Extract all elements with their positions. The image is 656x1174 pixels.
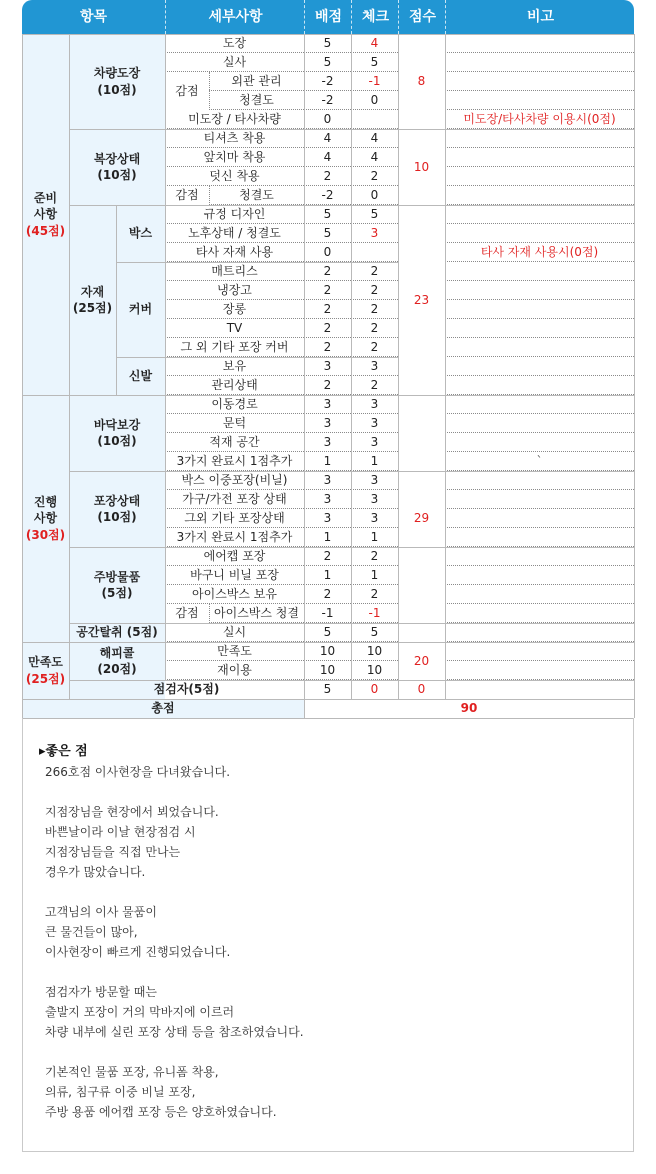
row-check: 3 — [351, 224, 398, 243]
row-remark — [445, 167, 634, 186]
row-check: 5 — [351, 623, 398, 642]
row-check: 4 — [351, 148, 398, 167]
notes-line: 의류, 침구류 이중 비닐 포장, — [45, 1085, 196, 1099]
group-floor — [69, 395, 165, 471]
row-remark — [445, 205, 634, 224]
row-remark — [445, 566, 634, 585]
row-detail: 에어캡 포장 — [165, 547, 304, 566]
row-detail: 아이스박스 보유 — [165, 585, 304, 604]
row-allot: -2 — [304, 186, 351, 205]
row-check: 3 — [351, 414, 398, 433]
group-inspector: 점검자(5점) — [153, 682, 220, 697]
row-allot: 2 — [304, 262, 351, 281]
group-points: (10점) — [97, 434, 137, 448]
row-remark — [445, 224, 634, 243]
subgroup-cover: 커버 — [128, 302, 153, 317]
section-label: 진행 사항 — [33, 495, 58, 526]
group-points: (10점) — [97, 168, 137, 182]
notes-line: 266호점 이사현장을 다녀왔습니다. — [45, 765, 231, 779]
notes-line: 차량 내부에 실린 포장 상태 등을 참조하였습니다. — [45, 1025, 304, 1039]
row-allot: -2 — [304, 72, 351, 91]
row-check: 2 — [351, 338, 398, 357]
grid-line — [209, 186, 210, 205]
row-allot: 3 — [304, 414, 351, 433]
grid-line — [351, 34, 352, 699]
row-check: 2 — [351, 376, 398, 395]
notes-panel — [22, 718, 634, 1152]
row-detail: 실사 — [165, 53, 304, 72]
row-allot: 2 — [304, 547, 351, 566]
row-detail: 아이스박스 청결 — [209, 604, 304, 623]
group-vehicle — [69, 34, 165, 129]
row-check — [351, 243, 398, 262]
grid-line — [398, 34, 399, 699]
row-remark — [445, 433, 634, 452]
row-detail: 외관 관리 — [209, 72, 304, 91]
header-allot: 배점 — [304, 0, 352, 34]
row-detail: 노후상태 / 청결도 — [165, 224, 304, 243]
group-kitchen — [69, 547, 165, 623]
notes-line: 지점장님들을 직접 만나는 — [45, 845, 181, 859]
row-check: -1 — [351, 604, 398, 623]
header-check: 체크 — [351, 0, 399, 34]
notes-line: 점검자가 방문할 때는 — [45, 985, 157, 999]
row-detail: 장롱 — [165, 300, 304, 319]
grid-line — [69, 34, 70, 699]
row-detail: 타사 자재 사용 — [165, 243, 304, 262]
row-detail: 청결도 — [209, 91, 304, 110]
row-check: -1 — [351, 72, 398, 91]
row-allot: 2 — [304, 167, 351, 186]
row-remark — [445, 471, 634, 490]
row-allot: 10 — [304, 642, 351, 661]
row-allot: 5 — [304, 205, 351, 224]
row-detail: 앞치마 착용 — [165, 148, 304, 167]
row-detail: 미도장 / 타사차량 — [165, 110, 304, 129]
group-title: 포장상태 — [93, 493, 141, 508]
row-allot: 2 — [304, 338, 351, 357]
row-check: 4 — [351, 129, 398, 148]
group-happy — [69, 642, 165, 680]
row-remark — [445, 376, 634, 395]
grid-line — [398, 642, 445, 643]
header-score: 점수 — [398, 0, 446, 34]
grid-line — [445, 34, 446, 699]
deduct-label: 감점 — [175, 606, 199, 621]
notes-line — [45, 1042, 633, 1062]
notes-line: 기본적인 물품 포장, 유니폼 착용, — [45, 1065, 219, 1079]
section-sat — [22, 642, 69, 699]
row-detail: 문턱 — [165, 414, 304, 433]
row-remark — [445, 642, 634, 661]
group-points: (20점) — [97, 662, 137, 676]
row-check: 10 — [351, 661, 398, 680]
header-item: 항목 — [79, 9, 108, 25]
row-allot: 2 — [304, 376, 351, 395]
row-remark: 타사 자재 사용시(0점) — [445, 243, 634, 262]
row-remark — [445, 490, 634, 509]
group-points: (25점) — [72, 301, 113, 315]
row-allot: 1 — [304, 566, 351, 585]
row-remark — [445, 338, 634, 357]
group-title: 자재 — [80, 284, 105, 299]
group-material — [69, 205, 116, 395]
row-detail: 도장 — [165, 34, 304, 53]
row-remark — [445, 300, 634, 319]
row-detail: 티셔츠 착용 — [165, 129, 304, 148]
row-check: 3 — [351, 490, 398, 509]
subgroup-shoes: 신발 — [128, 368, 153, 383]
grid-line — [398, 205, 445, 206]
subgroup-box: 박스 — [128, 226, 153, 241]
row-allot: 2 — [304, 281, 351, 300]
grid-line — [69, 471, 634, 472]
notes-line — [45, 962, 633, 982]
row-check: 5 — [351, 53, 398, 72]
section-points: (30점) — [25, 527, 66, 542]
group-uniform — [69, 129, 165, 205]
row-remark — [445, 414, 634, 433]
notes-title: ▸좋은 점 — [39, 744, 88, 759]
row-allot: 2 — [304, 300, 351, 319]
row-remark — [445, 661, 634, 680]
row-check: 1 — [351, 452, 398, 471]
row-allot: 3 — [304, 395, 351, 414]
group-points: (10점) — [97, 510, 137, 524]
group-points: (5점) — [101, 586, 133, 600]
notes-line: 주방 용품 에어캡 포장 등은 양호하였습니다. — [45, 1105, 277, 1119]
header-remark: 비고 — [445, 0, 635, 34]
row-remark — [445, 72, 634, 91]
grid-line — [304, 34, 305, 718]
row-detail: 덧신 착용 — [165, 167, 304, 186]
row-allot: 3 — [304, 490, 351, 509]
row-detail: 냉장고 — [165, 281, 304, 300]
notes-body — [45, 762, 633, 1122]
grid-line — [69, 623, 634, 624]
grid-line — [209, 72, 210, 110]
row-check: 1 — [351, 528, 398, 547]
row-detail: 매트리스 — [165, 262, 304, 281]
row-check — [351, 110, 398, 129]
row-remark: 미도장/타사차량 이용시(0점) — [445, 110, 634, 129]
section-prog — [22, 395, 69, 642]
grid-line — [398, 129, 445, 130]
row-remark — [445, 547, 634, 566]
row-check: 2 — [351, 262, 398, 281]
notes-line — [45, 882, 633, 902]
row-remark: ` — [445, 452, 634, 471]
row-allot: 5 — [304, 623, 351, 642]
row-allot: 4 — [304, 129, 351, 148]
row-check: 3 — [351, 509, 398, 528]
table-header — [22, 0, 634, 34]
group-title: 해피콜 — [99, 645, 135, 660]
row-allot: -1 — [304, 604, 351, 623]
section-label: 준비 사항 — [33, 191, 58, 222]
row-detail: 박스 이중포장(비닐) — [165, 471, 304, 490]
row-check: 4 — [351, 34, 398, 53]
row-remark — [445, 34, 634, 53]
grid-line — [116, 205, 117, 395]
grid-line — [22, 699, 634, 700]
notes-line: 큰 물건들이 많아, — [45, 925, 138, 939]
section-points: (45점) — [25, 223, 66, 238]
row-allot: 3 — [304, 509, 351, 528]
row-detail: 그 외 기타 포장 커버 — [165, 338, 304, 357]
row-detail: 3가지 완료시 1점추가 — [165, 452, 304, 471]
notes-line — [45, 782, 633, 802]
row-check: 10 — [351, 642, 398, 661]
row-allot: 5 — [304, 224, 351, 243]
row-allot: 3 — [304, 471, 351, 490]
row-remark — [445, 623, 634, 642]
section-label: 만족도 — [28, 655, 63, 670]
row-allot: 5 — [304, 34, 351, 53]
row-check: 1 — [351, 566, 398, 585]
notes-line: 지점장님을 현장에서 뵈었습니다. — [45, 805, 219, 819]
row-allot: 2 — [304, 319, 351, 338]
notes-line: 바쁜날이라 이날 현장점검 시 — [45, 825, 196, 839]
row-remark — [445, 604, 634, 623]
total-label: 총점 — [151, 701, 175, 716]
row-detail: 그외 기타 포장상태 — [165, 509, 304, 528]
total-value: 90 — [460, 701, 478, 716]
grid-line — [69, 129, 634, 130]
group-packing — [69, 471, 165, 547]
deduct-label: 감점 — [175, 83, 199, 98]
row-detail: TV — [165, 319, 304, 338]
row-remark — [445, 262, 634, 281]
score-progress: 29 — [413, 511, 430, 526]
row-remark — [445, 148, 634, 167]
row-remark — [445, 186, 634, 205]
row-allot: 1 — [304, 452, 351, 471]
group-title: 주방물품 — [93, 569, 141, 584]
grid-line — [116, 262, 398, 263]
row-remark — [445, 129, 634, 148]
grid-line — [398, 680, 445, 681]
row-check: 2 — [351, 281, 398, 300]
row-check: 2 — [351, 585, 398, 604]
section-points: (25점) — [25, 671, 66, 686]
row-detail: 가구/가전 포장 상태 — [165, 490, 304, 509]
row-remark — [445, 319, 634, 338]
row-allot: 3 — [304, 433, 351, 452]
row-remark — [445, 53, 634, 72]
group-title: 차량도장 — [93, 66, 141, 81]
row-allot: 5 — [304, 53, 351, 72]
row-remark — [445, 91, 634, 110]
row-detail: 재이용 — [165, 661, 304, 680]
section-prep — [22, 34, 69, 395]
grid-line — [398, 395, 445, 396]
row-detail: 바구니 비닐 포장 — [165, 566, 304, 585]
row-allot: 0 — [304, 243, 351, 262]
row-allot: 10 — [304, 661, 351, 680]
group-title: 복장상태 — [93, 151, 141, 166]
grid-line — [116, 357, 398, 358]
grid-line — [69, 205, 634, 206]
notes-line: 고객님의 이사 물품이 — [45, 905, 157, 919]
row-detail: 만족도 — [165, 642, 304, 661]
row-detail: 적재 공간 — [165, 433, 304, 452]
grid-line — [22, 642, 634, 643]
row-allot: 2 — [304, 585, 351, 604]
row-allot: 0 — [304, 110, 351, 129]
row-check: 2 — [351, 167, 398, 186]
row-remark — [445, 528, 634, 547]
row-remark — [445, 357, 634, 376]
row-detail: 규정 디자인 — [165, 205, 304, 224]
group-space: 공간탈취 (5점) — [76, 625, 158, 640]
row-check: 2 — [351, 300, 398, 319]
row-check: 3 — [351, 357, 398, 376]
row-allot: -2 — [304, 91, 351, 110]
row-check: 5 — [351, 205, 398, 224]
row-check: 0 — [351, 91, 398, 110]
score-vehicle: 8 — [417, 74, 426, 89]
score-material: 23 — [413, 292, 430, 307]
group-points: (10점) — [97, 82, 137, 97]
deduct-label: 감점 — [175, 188, 199, 203]
inspector-check: 0 — [370, 682, 379, 697]
notes-line: 경우가 많았습니다. — [45, 865, 146, 879]
grid-line — [69, 547, 634, 548]
row-detail: 이동경로 — [165, 395, 304, 414]
row-check: 3 — [351, 395, 398, 414]
grid-line — [209, 604, 210, 623]
row-detail: 3가지 완료시 1점추가 — [165, 528, 304, 547]
row-detail: 관리상태 — [165, 376, 304, 395]
row-detail: 실시 — [165, 623, 304, 642]
inspector-score: 0 — [417, 682, 426, 697]
row-detail: 보유 — [165, 357, 304, 376]
grid-line — [22, 34, 23, 718]
notes-line: 출발지 포장이 거의 막바지에 이르러 — [45, 1005, 235, 1019]
grid-line — [22, 34, 634, 35]
header-detail: 세부사항 — [165, 0, 305, 34]
grid-line — [69, 680, 634, 681]
row-allot: 1 — [304, 528, 351, 547]
score-happy: 20 — [413, 653, 430, 668]
grid-line — [22, 395, 634, 396]
notes-line: 이사현장이 빠르게 진행되었습니다. — [45, 945, 231, 959]
row-check: 3 — [351, 433, 398, 452]
row-remark — [445, 585, 634, 604]
row-remark — [445, 395, 634, 414]
group-title: 바닥보강 — [93, 417, 141, 432]
row-remark — [445, 281, 634, 300]
row-check: 2 — [351, 547, 398, 566]
row-allot: 4 — [304, 148, 351, 167]
row-remark — [445, 509, 634, 528]
row-check: 2 — [351, 319, 398, 338]
row-check: 0 — [351, 186, 398, 205]
row-check: 3 — [351, 471, 398, 490]
grid-line — [634, 34, 635, 718]
inspector-allot: 5 — [323, 682, 332, 697]
score-uniform: 10 — [413, 159, 430, 174]
row-detail: 청결도 — [209, 186, 304, 205]
row-allot: 3 — [304, 357, 351, 376]
